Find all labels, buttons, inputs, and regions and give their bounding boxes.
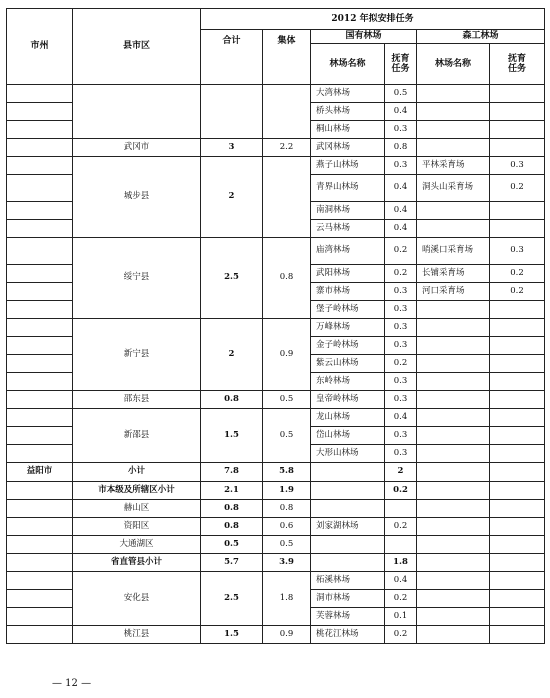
cell-state-task: 0.3 [385,121,417,139]
cell-industrial-farm-name [417,463,490,482]
cell-industrial-farm-name [417,373,490,391]
cell-collective: 5.8 [263,463,311,482]
cell-city [7,121,73,139]
cell-industrial-task: 0.3 [490,238,545,265]
header-plan-title: 2012 年拟安排任务 [201,9,545,30]
cell-county: 武冈市 [73,139,201,157]
cell-state-task: 0.2 [385,482,417,500]
cell-collective: 1.8 [263,572,311,626]
cell-industrial-farm-name [417,301,490,319]
cell-county: 省直管县小计 [73,554,201,572]
cell-collective: 0.5 [263,409,311,463]
cell-collective: 2.2 [263,139,311,157]
cell-industrial-task [490,301,545,319]
table-row [7,463,545,482]
cell-state-task: 0.2 [385,518,417,536]
cell-state-farm-name: 大形山林场 [311,445,385,463]
cell-industrial-farm-name [417,482,490,500]
cell-industrial-task: 0.2 [490,175,545,202]
cell-total: 5.7 [201,554,263,572]
cell-city [7,445,73,463]
header-state-farms: 国有林场 [311,30,417,44]
cell-collective: 0.9 [263,626,311,644]
cell-county: 城步县 [73,157,201,238]
cell-state-farm-name: 寨市林场 [311,283,385,301]
header-county: 县市区 [73,9,201,85]
cell-industrial-farm-name: 洞头山采育场 [417,175,490,202]
table-row [7,85,545,103]
cell-total: 1.5 [201,409,263,463]
cell-industrial-task [490,337,545,355]
cell-state-farm-name: 武阳林场 [311,265,385,283]
cell-total: 7.8 [201,463,263,482]
cell-state-farm-name: 万峰林场 [311,319,385,337]
cell-state-task: 0.1 [385,608,417,626]
cell-industrial-task [490,554,545,572]
cell-state-farm-name: 刘家湖林场 [311,518,385,536]
cell-state-task: 0.3 [385,391,417,409]
cell-state-farm-name: 庙湾林场 [311,238,385,265]
cell-collective: 0.8 [263,238,311,319]
cell-industrial-task [490,220,545,238]
cell-state-task: 0.2 [385,238,417,265]
cell-collective: 0.5 [263,391,311,409]
cell-industrial-task [490,139,545,157]
cell-industrial-farm-name [417,103,490,121]
cell-county [73,85,201,139]
cell-state-farm-name: 洞市林场 [311,590,385,608]
cell-state-farm-name [311,500,385,518]
cell-county: 大通湖区 [73,536,201,554]
cell-city [7,175,73,202]
cell-state-task: 0.2 [385,626,417,644]
cell-city [7,103,73,121]
cell-industrial-farm-name: 长铺采育场 [417,265,490,283]
cell-state-task: 0.3 [385,445,417,463]
cell-collective: 3.9 [263,554,311,572]
cell-state-farm-name: 大湾林场 [311,85,385,103]
cell-state-farm-name: 金子岭林场 [311,337,385,355]
cell-industrial-farm-name [417,355,490,373]
cell-industrial-task [490,463,545,482]
cell-industrial-farm-name [417,590,490,608]
cell-city [7,391,73,409]
header-industrial-farms: 森工林场 [417,30,545,44]
cell-city [7,409,73,427]
cell-state-task: 0.4 [385,202,417,220]
cell-city [7,554,73,572]
cell-county: 新宁县 [73,319,201,391]
cell-city [7,283,73,301]
cell-industrial-farm-name [417,319,490,337]
cell-industrial-task [490,103,545,121]
cell-industrial-farm-name: 河口采育场 [417,283,490,301]
header-state-task: 抚育 任务 [385,44,417,85]
cell-collective [263,85,311,139]
cell-state-farm-name [311,536,385,554]
cell-state-task: 0.3 [385,301,417,319]
cell-total [201,85,263,139]
cell-state-task: 0.2 [385,265,417,283]
cell-industrial-task [490,409,545,427]
cell-state-task: 0.4 [385,572,417,590]
cell-industrial-farm-name [417,572,490,590]
cell-state-farm-name [311,482,385,500]
cell-city [7,518,73,536]
cell-total: 2.5 [201,572,263,626]
header-collective: 集体 [263,30,311,85]
cell-state-task: 0.3 [385,283,417,301]
cell-state-task: 0.3 [385,157,417,175]
cell-industrial-farm-name [417,391,490,409]
cell-industrial-task [490,608,545,626]
cell-state-task: 1.8 [385,554,417,572]
cell-state-farm-name: 东岭林场 [311,373,385,391]
header-city: 市州 [7,9,73,85]
cell-city [7,238,73,265]
cell-county: 市本级及所辖区小计 [73,482,201,500]
cell-state-farm-name: 云马林场 [311,220,385,238]
cell-city [7,608,73,626]
cell-state-task: 0.4 [385,175,417,202]
cell-collective: 0.9 [263,319,311,391]
table-row [7,238,545,265]
cell-state-farm-name [311,463,385,482]
cell-county: 绥宁县 [73,238,201,319]
cell-state-farm-name: 皇帝岭林场 [311,391,385,409]
cell-city [7,355,73,373]
table-row [7,500,545,518]
cell-state-farm-name: 武冈林场 [311,139,385,157]
cell-industrial-farm-name [417,220,490,238]
table-row [7,409,545,427]
cell-industrial-task [490,500,545,518]
cell-collective [263,157,311,238]
cell-industrial-task [490,391,545,409]
cell-industrial-task [490,482,545,500]
cell-state-task: 0.3 [385,337,417,355]
cell-industrial-task [490,518,545,536]
cell-total: 0.8 [201,518,263,536]
header-total: 合计 [201,30,263,85]
cell-city [7,500,73,518]
cell-city [7,139,73,157]
table-row [7,157,545,175]
cell-total: 0.8 [201,391,263,409]
cell-city [7,85,73,103]
cell-industrial-farm-name [417,445,490,463]
cell-city [7,427,73,445]
cell-industrial-task [490,355,545,373]
cell-industrial-task: 0.3 [490,157,545,175]
cell-city [7,319,73,337]
cell-city [7,337,73,355]
table-row [7,554,545,572]
cell-industrial-farm-name [417,427,490,445]
cell-state-task: 0.3 [385,373,417,391]
cell-state-task [385,500,417,518]
cell-state-task [385,536,417,554]
cell-city [7,202,73,220]
cell-industrial-farm-name [417,554,490,572]
cell-state-farm-name: 芙蓉林场 [311,608,385,626]
cell-industrial-task [490,427,545,445]
cell-city [7,590,73,608]
table-row [7,572,545,590]
cell-county: 安化县 [73,572,201,626]
cell-industrial-task [490,590,545,608]
cell-state-task: 0.8 [385,139,417,157]
cell-state-farm-name: 堡子岭林场 [311,301,385,319]
cell-city [7,572,73,590]
cell-industrial-task [490,85,545,103]
cell-collective: 1.9 [263,482,311,500]
cell-total: 1.5 [201,626,263,644]
cell-city [7,482,73,500]
header-industrial-task: 抚育 任务 [490,44,545,85]
cell-total: 3 [201,139,263,157]
cell-industrial-farm-name [417,337,490,355]
table-row [7,139,545,157]
cell-state-task: 0.4 [385,409,417,427]
cell-state-task: 2 [385,463,417,482]
task-table [6,8,545,644]
table-row [7,626,545,644]
cell-industrial-farm-name [417,139,490,157]
cell-industrial-farm-name [417,536,490,554]
cell-total: 2 [201,319,263,391]
cell-collective: 0.8 [263,500,311,518]
cell-state-farm-name: 青界山林场 [311,175,385,202]
cell-industrial-task [490,373,545,391]
cell-industrial-task [490,121,545,139]
cell-collective: 0.6 [263,518,311,536]
cell-industrial-task [490,445,545,463]
cell-state-farm-name: 龙山林场 [311,409,385,427]
cell-city [7,265,73,283]
cell-state-farm-name: 燕子山林场 [311,157,385,175]
cell-state-farm-name: 岱山林场 [311,427,385,445]
header-industrial-farm-name: 林场名称 [417,44,490,85]
table-row [7,391,545,409]
cell-city [7,536,73,554]
cell-state-task: 0.4 [385,220,417,238]
cell-state-farm-name: 桥头林场 [311,103,385,121]
cell-city [7,626,73,644]
cell-industrial-farm-name [417,608,490,626]
table-body [7,85,545,644]
cell-industrial-farm-name [417,121,490,139]
cell-industrial-task [490,536,545,554]
cell-industrial-farm-name: 平林采育场 [417,157,490,175]
cell-industrial-farm-name: 哨溪口采育场 [417,238,490,265]
cell-total: 0.5 [201,536,263,554]
cell-industrial-farm-name [417,500,490,518]
cell-state-farm-name [311,554,385,572]
cell-city [7,373,73,391]
cell-state-task: 0.4 [385,103,417,121]
cell-city [7,157,73,175]
cell-state-farm-name: 南洞林场 [311,202,385,220]
cell-city [7,220,73,238]
page-number: — 12 — [52,678,92,689]
cell-state-task: 0.5 [385,85,417,103]
header-state-farm-name: 林场名称 [311,44,385,85]
cell-total: 0.8 [201,500,263,518]
cell-county: 桃江县 [73,626,201,644]
cell-county: 资阳区 [73,518,201,536]
cell-state-task: 0.2 [385,355,417,373]
cell-industrial-farm-name [417,409,490,427]
cell-collective: 0.5 [263,536,311,554]
cell-total: 2 [201,157,263,238]
table-row [7,536,545,554]
cell-state-farm-name: 桐山林场 [311,121,385,139]
cell-industrial-task [490,572,545,590]
cell-city: 益阳市 [7,463,73,482]
cell-industrial-farm-name [417,202,490,220]
table-row [7,319,545,337]
cell-state-farm-name: 紫云山林场 [311,355,385,373]
cell-total: 2.5 [201,238,263,319]
cell-state-task: 0.3 [385,427,417,445]
cell-state-farm-name: 桃花江林场 [311,626,385,644]
cell-industrial-task: 0.2 [490,283,545,301]
cell-industrial-farm-name [417,626,490,644]
cell-industrial-farm-name [417,85,490,103]
cell-total: 2.1 [201,482,263,500]
cell-city [7,301,73,319]
table-row [7,482,545,500]
cell-county: 新邵县 [73,409,201,463]
cell-state-task: 0.2 [385,590,417,608]
cell-industrial-task: 0.2 [490,265,545,283]
table-row [7,518,545,536]
cell-industrial-task [490,626,545,644]
cell-county: 小计 [73,463,201,482]
cell-industrial-farm-name [417,518,490,536]
cell-industrial-task [490,202,545,220]
cell-county: 赫山区 [73,500,201,518]
cell-industrial-task [490,319,545,337]
cell-state-farm-name: 柘溪林场 [311,572,385,590]
cell-county: 邵东县 [73,391,201,409]
cell-state-task: 0.3 [385,319,417,337]
